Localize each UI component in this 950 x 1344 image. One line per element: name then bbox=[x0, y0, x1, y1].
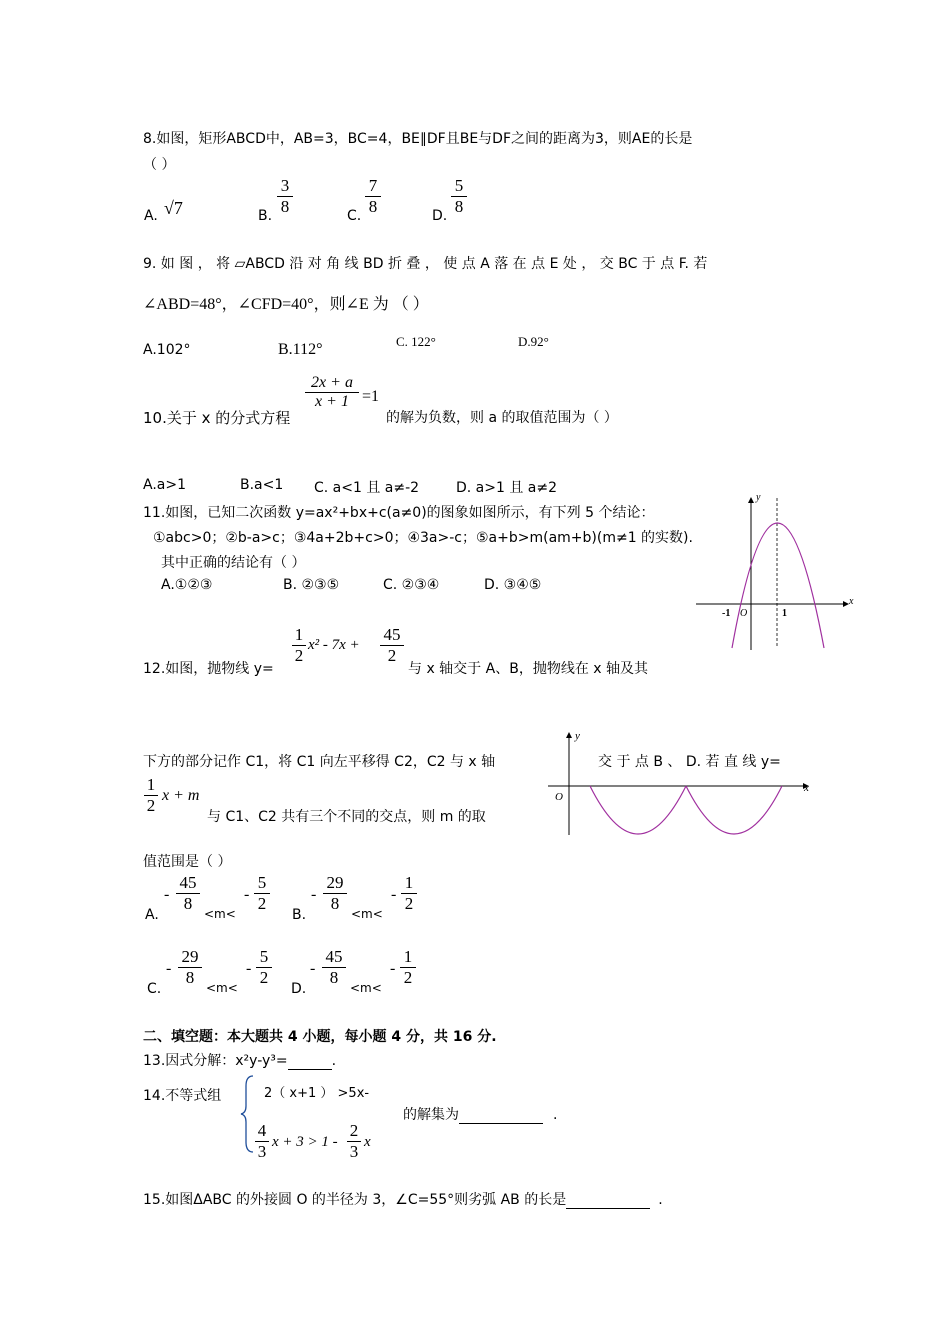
q12-stem-line4: 值范围是（ ） bbox=[143, 854, 232, 870]
q8-option-d-label: D. bbox=[432, 208, 448, 224]
q12-option-neg-sign: - bbox=[244, 886, 250, 903]
q11-stem-line2: ①abc>0；②b-a>c；③4a+2b+c>0；④3a>-c；⑤a+b>m(am+b)(m≠1 的实数). bbox=[153, 530, 693, 546]
q12-option-neg-sign: - bbox=[391, 886, 397, 903]
q11-option-c: C. ②③④ bbox=[383, 577, 440, 593]
q12-option-lower-fraction: 29 8 bbox=[323, 873, 347, 914]
q10-stem-suffix: 的解为负数，则 a 的取值范围为（ ） bbox=[386, 410, 618, 426]
q12-line-slope-fraction: 1 2 bbox=[144, 775, 158, 816]
q12-option-neg-sign: - bbox=[311, 886, 317, 903]
q11-label-neg1: -1 bbox=[722, 608, 731, 619]
q12-curve-c2 bbox=[590, 786, 686, 834]
q12-fraction-45-2: 45 2 bbox=[380, 625, 404, 666]
q12-fraction-half: 1 2 bbox=[292, 625, 306, 666]
q14-stem-prefix: 14.不等式组 bbox=[143, 1088, 222, 1104]
q11-label-y: y bbox=[756, 492, 761, 503]
q12-curve-c1 bbox=[686, 786, 782, 834]
q9-option-d: D.92° bbox=[518, 334, 549, 349]
q11-option-d: D. ③④⑤ bbox=[484, 577, 542, 593]
q14-inequality-2-mid: x + 3 > 1 - bbox=[272, 1134, 338, 1150]
q12-option-upper-fraction: 5 2 bbox=[254, 873, 270, 914]
q8-answer-blank: （ ） bbox=[143, 157, 176, 173]
q8-option-b-label: B. bbox=[258, 208, 273, 224]
q10-option-d: D. a>1 且 a≠2 bbox=[456, 480, 558, 496]
q11-stem-line1: 11.如图，已知二次函数 y=ax²+bx+c(a≠0)的图象如图所示，有下列 5 个结论： bbox=[143, 505, 655, 521]
q12-stem-suffix: 与 x 轴交于 A、B，抛物线在 x 轴及其 bbox=[408, 661, 649, 677]
q13-stem: 13.因式分解：x²y-y³= . bbox=[143, 1053, 337, 1069]
q8-option-b-fraction: 3 8 bbox=[277, 176, 293, 217]
q13-answer-blank[interactable] bbox=[288, 1053, 332, 1070]
q10-equation-fraction: 2x + a x + 1 bbox=[305, 374, 359, 411]
q12-option-neg-sign: - bbox=[164, 886, 170, 903]
q12-option-between: <m< bbox=[204, 907, 236, 921]
q12-option-lower-fraction: 29 8 bbox=[178, 947, 202, 988]
q11-label-origin: O bbox=[740, 608, 748, 619]
q8-stem: 8.如图，矩形ABCD中，AB=3，BC=4，BE∥DF且BE与DF之间的距离为3，则AE的长是 bbox=[143, 131, 693, 147]
q8-option-a-label: A. bbox=[144, 208, 158, 224]
q12-label-x: x bbox=[804, 782, 809, 794]
q14-inequality-2-tail: x bbox=[364, 1134, 371, 1150]
q10-stem-prefix: 10.关于 x 的分式方程 bbox=[143, 409, 291, 427]
q12-option-upper-fraction: 5 2 bbox=[256, 947, 272, 988]
q9-option-a: A.102° bbox=[143, 342, 191, 358]
q12-option-between: <m< bbox=[206, 981, 238, 995]
q11-parabola-graph bbox=[690, 488, 865, 653]
q11-option-b: B. ②③⑤ bbox=[283, 577, 340, 593]
q12-option-between: <m< bbox=[350, 981, 382, 995]
q12-stem-prefix: 12.如图，抛物线 y= bbox=[143, 661, 274, 677]
q12-option-lower-fraction: 45 8 bbox=[322, 947, 346, 988]
q12-expression-mid: x² - 7x + bbox=[308, 637, 360, 653]
q8-option-d-fraction: 5 8 bbox=[451, 176, 467, 217]
q12-option-label: A. bbox=[145, 907, 159, 923]
q8-option-a-value: √7 bbox=[164, 198, 183, 218]
q14-fraction-4-3: 4 3 bbox=[255, 1121, 269, 1162]
q12-option-lower-fraction: 45 8 bbox=[176, 873, 200, 914]
q12-option-label: D. bbox=[291, 981, 307, 997]
q14-stem-suffix: 的解集为 . bbox=[403, 1107, 558, 1123]
q8-option-c-fraction: 7 8 bbox=[365, 176, 381, 217]
q8-option-c-label: C. bbox=[347, 208, 362, 224]
q12-line-tail: x + m bbox=[162, 787, 200, 804]
q12-label-origin: O bbox=[555, 791, 563, 803]
q12-option-neg-sign: - bbox=[310, 960, 316, 977]
q12-option-neg-sign: - bbox=[246, 960, 252, 977]
q12-option-label: C. bbox=[147, 981, 162, 997]
q11-option-a: A.①②③ bbox=[161, 577, 213, 593]
q9-option-c: C. 122° bbox=[396, 334, 436, 349]
q12-option-upper-fraction: 1 2 bbox=[400, 947, 416, 988]
q11-parabola-curve bbox=[732, 523, 824, 648]
q12-option-upper-fraction: 1 2 bbox=[401, 873, 417, 914]
q15-answer-blank[interactable] bbox=[566, 1192, 650, 1209]
section2-title: 二、填空题：本大题共 4 小题，每小题 4 分，共 16 分. bbox=[143, 1029, 497, 1045]
q12-option-label: B. bbox=[292, 907, 307, 923]
q12-parabola-graph bbox=[540, 727, 820, 842]
q14-inequality-1: 2（ x+1 ） >5x- bbox=[264, 1086, 370, 1101]
q14-answer-blank[interactable] bbox=[459, 1107, 543, 1124]
q12-label-y: y bbox=[575, 730, 580, 742]
q11-label-x: x bbox=[849, 596, 854, 607]
q11-stem-line3: 其中正确的结论有（ ） bbox=[161, 555, 306, 571]
q10-equation-rhs: =1 bbox=[362, 388, 380, 405]
q12-option-neg-sign: - bbox=[390, 960, 396, 977]
q10-option-b: B.a<1 bbox=[240, 477, 284, 493]
q12-option-neg-sign: - bbox=[166, 960, 172, 977]
q12-stem-line2-left: 下方的部分记作 C1，将 C1 向左平移得 C2，C2 与 x 轴 bbox=[143, 754, 496, 770]
q9-option-b: B.112° bbox=[278, 341, 323, 358]
q12-stem-line2-right: 交 于 点 B 、 D. 若 直 线 y= bbox=[598, 754, 781, 770]
q10-option-a: A.a>1 bbox=[143, 477, 186, 493]
q12-option-between: <m< bbox=[351, 907, 383, 921]
q15-stem: 15.如图ΔABC 的外接圆 O 的半径为 3，∠C=55°则劣弧 AB 的长是 . bbox=[143, 1192, 663, 1208]
q11-label-1: 1 bbox=[782, 608, 787, 619]
q12-stem-line3: 与 C1、C2 共有三个不同的交点，则 m 的取 bbox=[207, 809, 486, 825]
q10-option-c: C. a<1 且 a≠-2 bbox=[314, 480, 420, 496]
q9-stem-line2: ∠ABD=48°，∠CFD=40°，则∠E 为 （ ） bbox=[143, 296, 429, 313]
q9-stem-line1: 9. 如 图 ， 将 ▱ABCD 沿 对 角 线 BD 折 叠 ， 使 点 A 落 在 点 E 处 ， 交 BC 于 点 F. 若 bbox=[143, 256, 708, 272]
q14-fraction-2-3: 2 3 bbox=[347, 1121, 361, 1162]
